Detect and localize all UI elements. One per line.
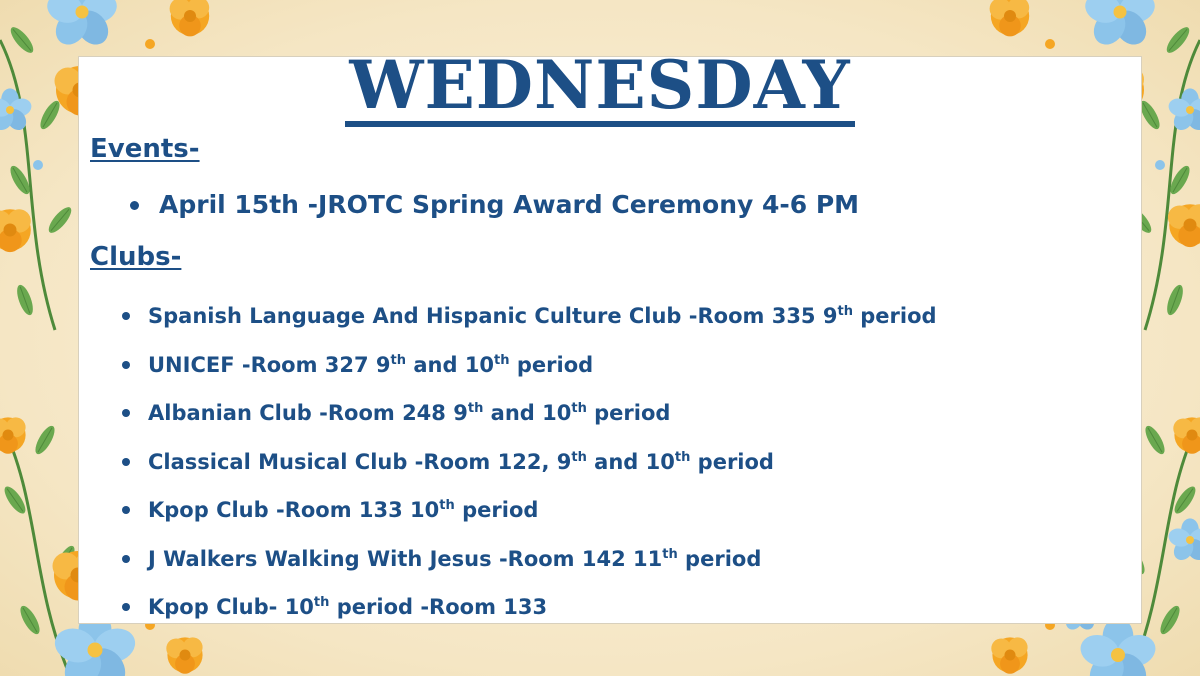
club-item bbox=[122, 341, 937, 390]
club-item bbox=[122, 535, 937, 584]
event-item bbox=[130, 190, 859, 220]
bullet-icon bbox=[122, 555, 130, 563]
club-item bbox=[122, 486, 937, 535]
clubs-heading: Clubs- bbox=[90, 242, 182, 272]
bud-icon bbox=[33, 160, 43, 170]
bullet-icon bbox=[122, 409, 130, 417]
club-item-text: Kpop Club- 10th period -Room 133 bbox=[148, 595, 548, 620]
clubs-list bbox=[122, 292, 937, 632]
bullet-icon bbox=[122, 506, 130, 514]
bud-icon bbox=[1045, 39, 1055, 49]
events-list bbox=[130, 190, 859, 220]
bullet-icon bbox=[122, 458, 130, 466]
bullet-icon bbox=[122, 312, 130, 320]
bud-icon bbox=[1155, 160, 1165, 170]
bud-icon bbox=[145, 39, 155, 49]
club-item bbox=[122, 438, 937, 487]
event-item-text: April 15th -JROTC Spring Award Ceremony 4-6 PM bbox=[159, 190, 860, 219]
club-item bbox=[122, 292, 937, 341]
club-item-text: Classical Musical Club -Room 122, 9th and 10th period bbox=[148, 449, 774, 474]
page-title: WEDNESDAY bbox=[0, 52, 1200, 127]
club-item-text: Spanish Language And Hispanic Culture Club -Room 335 9th period bbox=[148, 304, 937, 329]
club-item-text: J Walkers Walking With Jesus -Room 142 11th period bbox=[148, 546, 762, 571]
club-item-text: Albanian Club -Room 248 9th and 10th period bbox=[148, 401, 671, 426]
bullet-icon bbox=[130, 201, 139, 210]
club-item-text: UNICEF -Room 327 9th and 10th period bbox=[148, 352, 594, 377]
club-item-text: Kpop Club -Room 133 10th period bbox=[148, 498, 539, 523]
bullet-icon bbox=[122, 603, 130, 611]
events-heading: Events- bbox=[90, 134, 200, 164]
club-item bbox=[122, 583, 937, 632]
bullet-icon bbox=[122, 361, 130, 369]
club-item bbox=[122, 389, 937, 438]
